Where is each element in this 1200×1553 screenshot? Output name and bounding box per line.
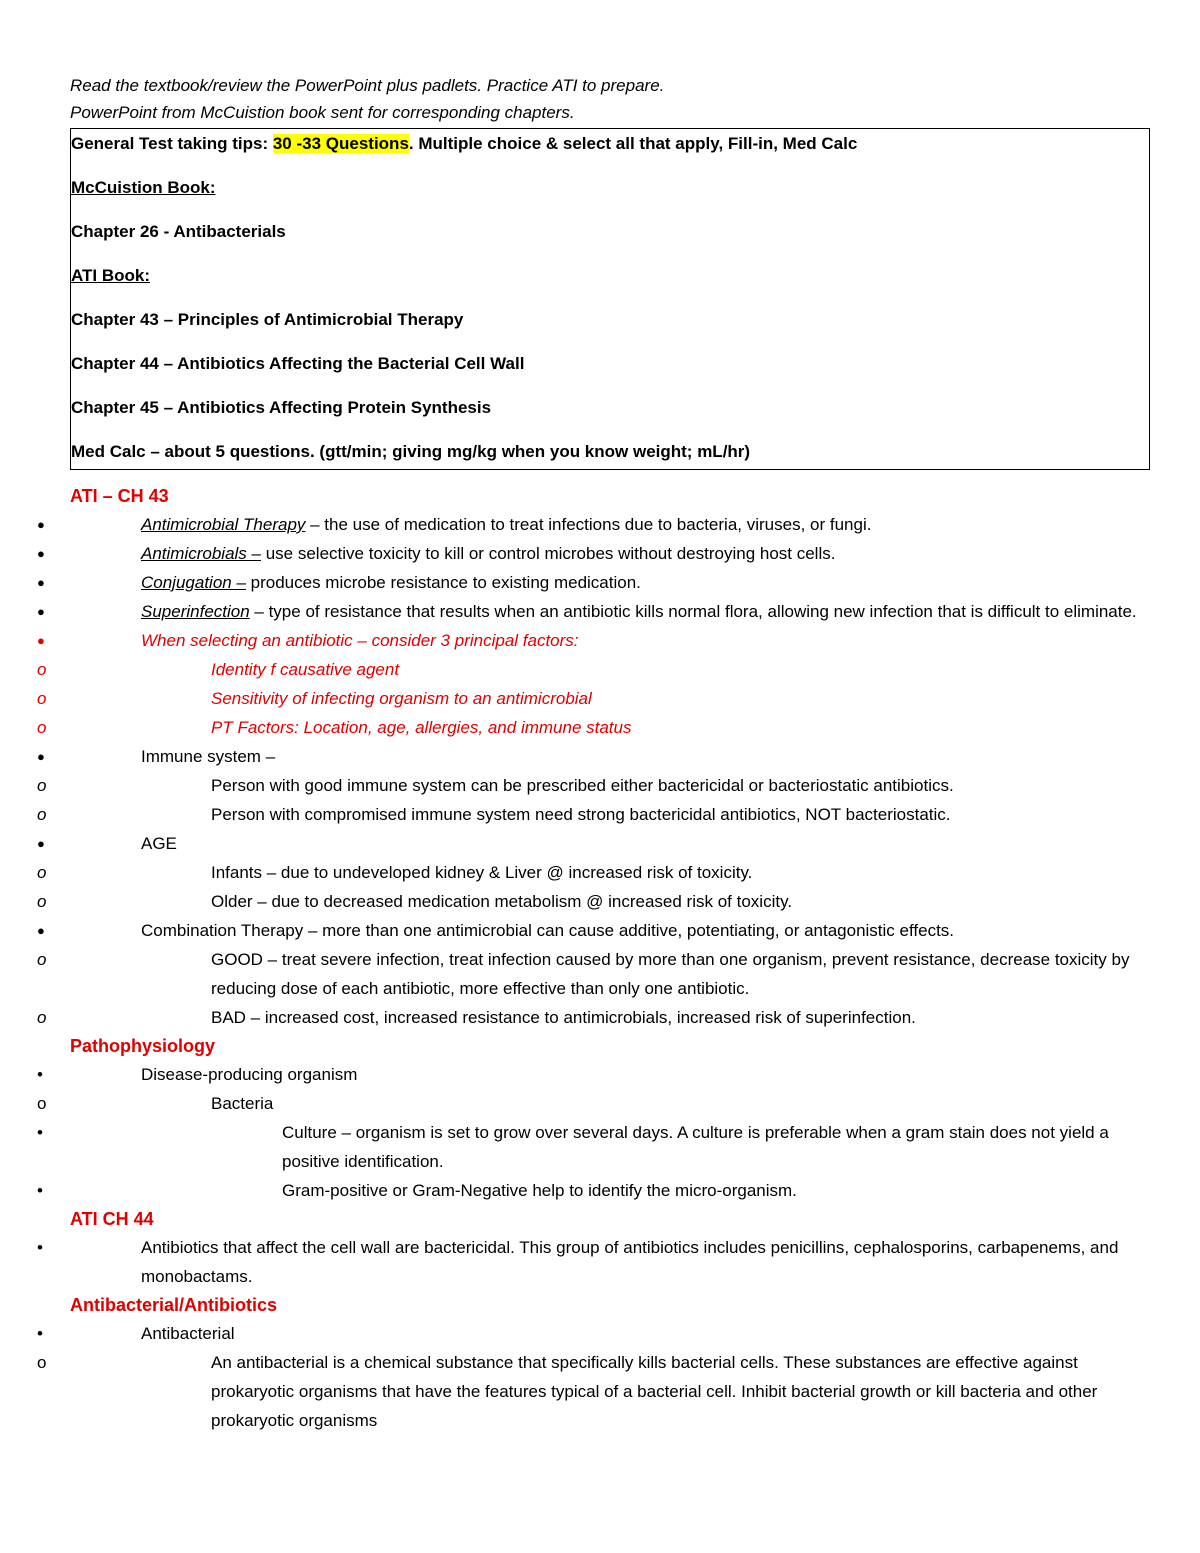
sub-bullet-icon: o bbox=[37, 805, 47, 824]
bullet-icon: ● bbox=[37, 749, 45, 764]
term: Antimicrobial Therapy bbox=[141, 515, 306, 534]
list-text: Bacteria bbox=[211, 1094, 274, 1113]
list-text: Disease-producing organism bbox=[141, 1065, 358, 1084]
definition: – type of resistance that results when an antibiotic kills normal flora, allowing new infection that is difficult to eliminate. bbox=[249, 602, 1137, 621]
list-text: Culture – organism is set to grow over several days. A culture is preferable when a gram stain does not yield a positive identification. bbox=[282, 1123, 1109, 1171]
sub-bullet-icon: o bbox=[37, 892, 47, 911]
tips-highlight: 30 -33 Questions bbox=[272, 134, 409, 153]
tips-suffix: . Multiple choice & select all that apply, Fill-in, Med Calc bbox=[408, 134, 858, 153]
list-text: An antibacterial is a chemical substance that specifically kills bacterial cells. These substances are effective against prokaryotic organisms that have the features typical of a bacterial cell. Inhibit bacterial growth or kill bacteria and other prokaryotic organisms bbox=[211, 1353, 1098, 1430]
bullet-icon: ● bbox=[37, 546, 45, 561]
bullet-icon: ● bbox=[37, 836, 45, 851]
list-item bbox=[37, 1348, 1150, 1435]
list-item bbox=[37, 945, 1150, 1003]
list-text: Antibiotics that affect the cell wall are bactericidal. This group of antibiotics includes penicillins, cephalosporins, carbapenems, and monobactams. bbox=[141, 1238, 1119, 1286]
antibacterial-list bbox=[37, 1319, 1150, 1435]
tips-prefix: General Test taking tips: bbox=[71, 134, 273, 153]
term: Antimicrobials – bbox=[141, 544, 261, 563]
list-item bbox=[37, 1003, 1150, 1032]
list-text: When selecting an antibiotic – consider 3 principal factors: bbox=[141, 631, 579, 650]
list-item bbox=[37, 771, 1150, 800]
list-text: Gram-positive or Gram-Negative help to identify the micro-organism. bbox=[282, 1181, 797, 1200]
list-text: Antibacterial bbox=[141, 1324, 235, 1343]
term: Conjugation – bbox=[141, 573, 246, 592]
chapter-43: Chapter 43 – Principles of Antimicrobial Therapy bbox=[71, 310, 464, 329]
intro-line-2: PowerPoint from McCuistion book sent for corresponding chapters. bbox=[70, 103, 575, 122]
sub-bullet-icon: o bbox=[37, 718, 47, 737]
list-item bbox=[37, 1118, 1150, 1176]
list-item bbox=[37, 1089, 1150, 1118]
list-item bbox=[37, 655, 1150, 684]
bullet-icon: • bbox=[37, 1238, 43, 1257]
list-text: Identity f causative agent bbox=[211, 660, 400, 679]
sub-bullet-icon: o bbox=[37, 950, 47, 969]
list-item bbox=[37, 510, 1150, 539]
mccuistion-label: McCuistion Book: bbox=[71, 178, 216, 197]
sub-bullet-icon: o bbox=[37, 1353, 47, 1372]
list-item bbox=[37, 858, 1150, 887]
bullet-icon: ● bbox=[37, 517, 45, 532]
list-item bbox=[37, 713, 1150, 742]
list-item bbox=[37, 626, 1150, 655]
list-text: AGE bbox=[141, 834, 177, 853]
heading-ati-ch44: ATI CH 44 bbox=[70, 1209, 154, 1229]
definition: – the use of medication to treat infections due to bacteria, viruses, or fungi. bbox=[305, 515, 872, 534]
chapter-45: Chapter 45 – Antibiotics Affecting Protein Synthesis bbox=[71, 398, 492, 417]
sub-bullet-icon: o bbox=[37, 660, 47, 679]
sub-bullet-icon: o bbox=[37, 863, 47, 882]
sub-bullet-icon: o bbox=[37, 1094, 47, 1113]
ch43-list bbox=[37, 510, 1150, 1032]
bullet-icon: • bbox=[37, 1324, 43, 1343]
list-text: Combination Therapy – more than one antimicrobial can cause additive, potentiating, or antagonistic effects. bbox=[141, 921, 955, 940]
bullet-icon: ● bbox=[37, 575, 45, 590]
list-text: PT Factors: Location, age, allergies, and immune status bbox=[211, 718, 632, 737]
heading-ati-ch43: ATI – CH 43 bbox=[70, 486, 169, 506]
list-item bbox=[37, 568, 1150, 597]
list-item bbox=[37, 887, 1150, 916]
list-item bbox=[37, 916, 1150, 945]
list-item bbox=[37, 742, 1150, 771]
list-item bbox=[37, 800, 1150, 829]
list-text: Infants – due to undeveloped kidney & Liver @ increased risk of toxicity. bbox=[211, 863, 753, 882]
list-text: Person with compromised immune system need strong bactericidal antibiotics, NOT bacteriostatic. bbox=[211, 805, 951, 824]
test-tips bbox=[71, 133, 1149, 155]
bullet-icon: • bbox=[37, 1065, 43, 1084]
bullet-icon: ● bbox=[37, 604, 45, 619]
bullet-icon: ● bbox=[37, 923, 45, 938]
list-text: Older – due to decreased medication metabolism @ increased risk of toxicity. bbox=[211, 892, 793, 911]
sub-bullet-icon: o bbox=[37, 776, 47, 795]
med-calc: Med Calc – about 5 questions. (gtt/min; giving mg/kg when you know weight; mL/hr) bbox=[71, 442, 751, 461]
list-text: Immune system – bbox=[141, 747, 276, 766]
list-item bbox=[37, 1319, 1150, 1348]
list-item bbox=[37, 1176, 1150, 1205]
list-text: Sensitivity of infecting organism to an antimicrobial bbox=[211, 689, 592, 708]
ch44-list bbox=[37, 1233, 1150, 1291]
heading-pathophysiology: Pathophysiology bbox=[70, 1036, 216, 1056]
term: Superinfection bbox=[141, 602, 250, 621]
list-text: Person with good immune system can be prescribed either bactericidal or bacteriostatic antibiotics. bbox=[211, 776, 954, 795]
bullet-icon: • bbox=[37, 1123, 43, 1142]
definition: produces microbe resistance to existing medication. bbox=[245, 573, 641, 592]
sub-bullet-icon: o bbox=[37, 689, 47, 708]
list-item bbox=[37, 829, 1150, 858]
list-item bbox=[37, 597, 1150, 626]
bullet-icon: ● bbox=[37, 633, 45, 648]
chapter-44: Chapter 44 – Antibiotics Affecting the Bacterial Cell Wall bbox=[71, 354, 525, 373]
list-item bbox=[37, 684, 1150, 713]
intro-line-1: Read the textbook/review the PowerPoint plus padlets. Practice ATI to prepare. bbox=[70, 76, 665, 95]
definition: use selective toxicity to kill or control microbes without destroying host cells. bbox=[261, 544, 836, 563]
heading-antibacterial: Antibacterial/Antibiotics bbox=[70, 1295, 278, 1315]
list-item bbox=[37, 539, 1150, 568]
chapter-26: Chapter 26 - Antibacterials bbox=[71, 222, 286, 241]
pathophysiology-list bbox=[37, 1060, 1150, 1205]
list-text: GOOD – treat severe infection, treat infection caused by more than one organism, prevent resistance, decrease toxicity by reducing dose of each antibiotic, more effective than only one antibiotic. bbox=[211, 950, 1130, 998]
ati-book-label: ATI Book: bbox=[71, 266, 151, 285]
list-item bbox=[37, 1233, 1150, 1291]
bullet-icon: • bbox=[37, 1181, 43, 1200]
sub-bullet-icon: o bbox=[37, 1008, 47, 1027]
list-text: BAD – increased cost, increased resistance to antimicrobials, increased risk of superinfection. bbox=[211, 1008, 916, 1027]
list-item bbox=[37, 1060, 1150, 1089]
test-info-box bbox=[70, 128, 1150, 470]
document-page bbox=[37, 72, 1150, 1435]
